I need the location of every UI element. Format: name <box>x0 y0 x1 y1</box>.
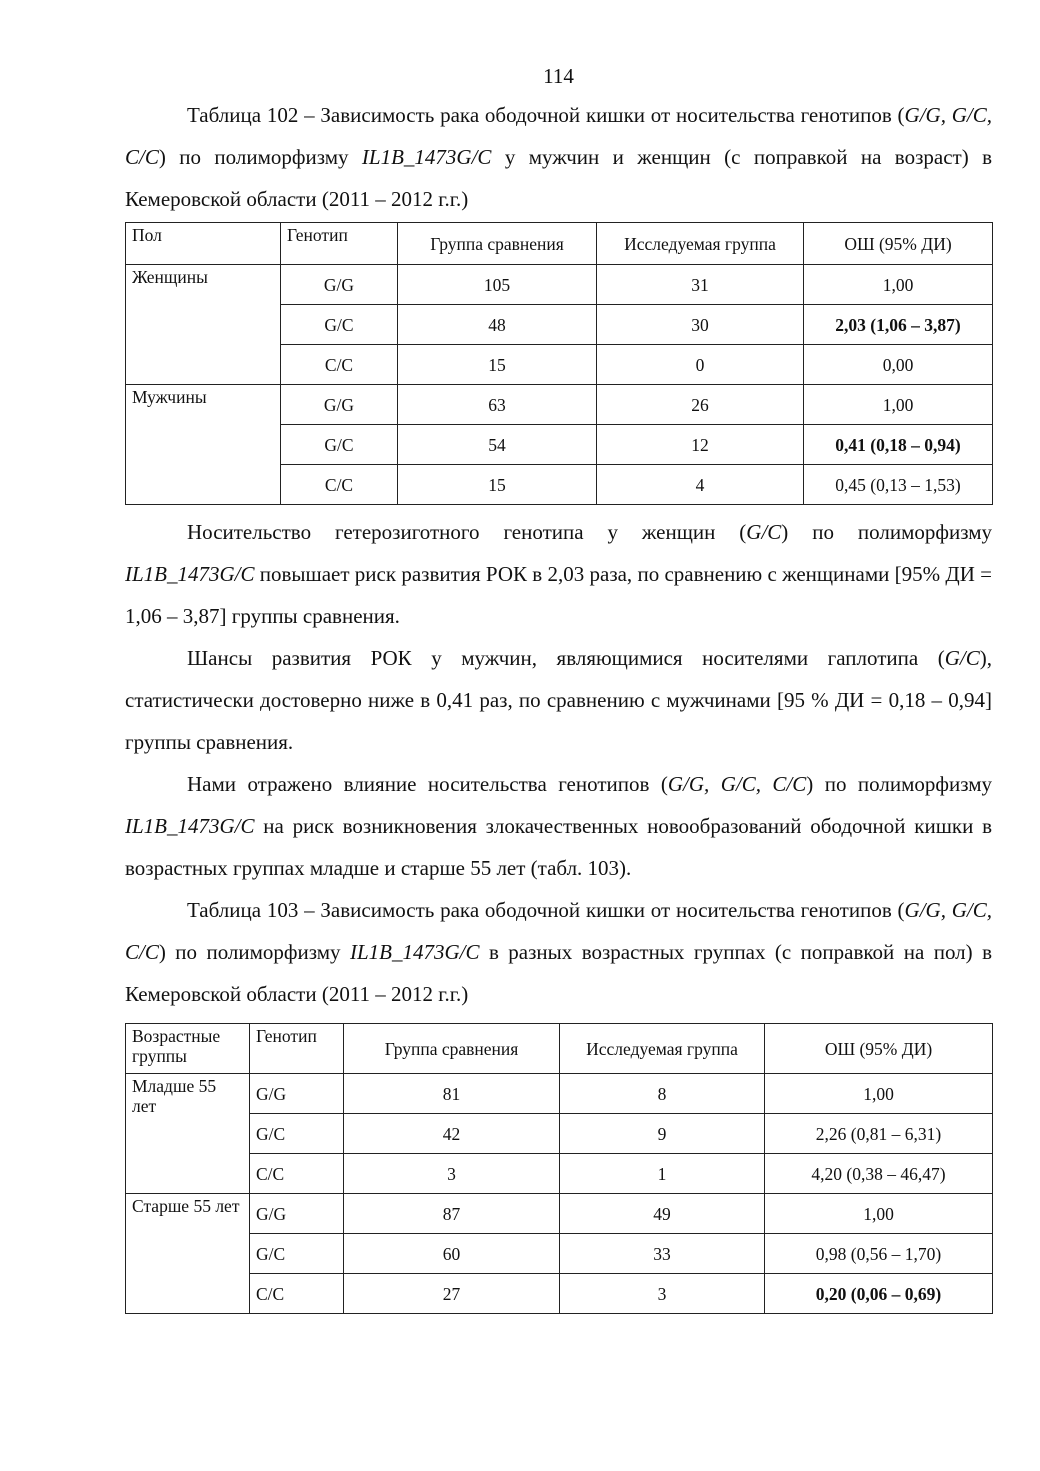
table-102 <box>125 222 993 505</box>
genotype-cell: G/C <box>250 1234 344 1274</box>
document-page <box>125 60 992 1314</box>
table-header-row <box>126 1024 993 1074</box>
table-row <box>126 1074 993 1114</box>
header-cell: Группа сравнения <box>344 1024 560 1074</box>
or-cell: 1,00 <box>804 385 993 425</box>
comparison-cell: 27 <box>344 1274 560 1314</box>
study-cell: 12 <box>597 425 804 465</box>
genotype-cell: G/G <box>250 1194 344 1234</box>
study-cell: 1 <box>560 1154 765 1194</box>
group-label: Женщины <box>126 265 281 385</box>
table-103 <box>125 1023 993 1314</box>
group-label: Старше 55 лет <box>126 1194 250 1314</box>
study-cell: 31 <box>597 265 804 305</box>
table-row <box>126 1154 993 1194</box>
comparison-cell: 63 <box>398 385 597 425</box>
genotype-cell: C/C <box>250 1154 344 1194</box>
study-cell: 8 <box>560 1074 765 1114</box>
table-header-row <box>126 223 993 265</box>
paragraph-women: Носительство гетерозиготного генотипа у женщин (G/C) по полиморфизму IL1B_1473G/C повышает риск развития РОК в 2,03 раза, по сравнению с женщинами [95% ДИ = 1,06 – 3,87] группы сравнения. <box>125 520 992 628</box>
study-cell: 49 <box>560 1194 765 1234</box>
comparison-cell: 81 <box>344 1074 560 1114</box>
comparison-cell: 15 <box>398 465 597 505</box>
study-cell: 0 <box>597 345 804 385</box>
genotype-cell: C/C <box>281 345 398 385</box>
page-number: 114 <box>543 64 574 88</box>
or-cell: 0,00 <box>804 345 993 385</box>
genotype-cell: G/C <box>281 305 398 345</box>
header-cell: ОШ (95% ДИ) <box>804 223 993 265</box>
table-row <box>126 385 993 425</box>
comparison-cell: 15 <box>398 345 597 385</box>
comparison-cell: 3 <box>344 1154 560 1194</box>
genotype-cell: G/G <box>281 265 398 305</box>
table-row <box>126 265 993 305</box>
group-label: Младше 55 лет <box>126 1074 250 1194</box>
study-cell: 3 <box>560 1274 765 1314</box>
table-103-caption: Таблица 103 – Зависимость рака ободочной кишки от носительства генотипов (G/G, G/C, C/C) по полиморфизму IL1B_1473G/C в разных возрастных группах (с поправкой на пол) в Кемеровской области (2011 – 2012 г.г.) <box>125 898 992 1006</box>
comparison-cell: 60 <box>344 1234 560 1274</box>
genotype-cell: G/G <box>250 1074 344 1114</box>
or-cell: 0,20 (0,06 – 0,69) <box>765 1274 993 1314</box>
study-cell: 4 <box>597 465 804 505</box>
header-cell: ОШ (95% ДИ) <box>765 1024 993 1074</box>
header-cell: Пол <box>126 223 281 265</box>
study-cell: 9 <box>560 1114 765 1154</box>
header-cell: Генотип <box>250 1024 344 1074</box>
or-cell: 2,26 (0,81 – 6,31) <box>765 1114 993 1154</box>
group-label: Мужчины <box>126 385 281 505</box>
or-cell: 0,41 (0,18 – 0,94) <box>804 425 993 465</box>
study-cell: 26 <box>597 385 804 425</box>
header-cell: Группа сравнения <box>398 223 597 265</box>
header-cell: Возрастные группы <box>126 1024 250 1074</box>
paragraph-men: Шансы развития РОК у мужчин, являющимися носителями гаплотипа (G/C), статистически достоверно ниже в 0,41 раз, по сравнению с мужчинами [95 % ДИ = 0,18 – 0,94] группы сравнения. <box>125 646 992 754</box>
or-cell: 0,98 (0,56 – 1,70) <box>765 1234 993 1274</box>
or-cell: 1,00 <box>765 1074 993 1114</box>
table-102-caption: Таблица 102 – Зависимость рака ободочной кишки от носительства генотипов (G/G, G/C, C/C) по полиморфизму IL1B_1473G/C у мужчин и женщин (с поправкой на возраст) в Кемеровской области (2011 – 2012 г.г.) <box>125 103 993 211</box>
study-cell: 33 <box>560 1234 765 1274</box>
comparison-cell: 87 <box>344 1194 560 1234</box>
header-cell: Генотип <box>281 223 398 265</box>
or-cell: 0,45 (0,13 – 1,53) <box>804 465 993 505</box>
genotype-cell: C/C <box>250 1274 344 1314</box>
header-cell: Исследуемая группа <box>597 223 804 265</box>
comparison-cell: 105 <box>398 265 597 305</box>
study-cell: 30 <box>597 305 804 345</box>
or-cell: 1,00 <box>804 265 993 305</box>
header-cell: Исследуемая группа <box>560 1024 765 1074</box>
or-cell: 2,03 (1,06 – 3,87) <box>804 305 993 345</box>
table-row <box>126 1114 993 1154</box>
genotype-cell: C/C <box>281 465 398 505</box>
table-row <box>126 1234 993 1274</box>
or-cell: 1,00 <box>765 1194 993 1234</box>
comparison-cell: 54 <box>398 425 597 465</box>
genotype-cell: G/G <box>281 385 398 425</box>
comparison-cell: 42 <box>344 1114 560 1154</box>
or-cell: 4,20 (0,38 – 46,47) <box>765 1154 993 1194</box>
table-row <box>126 1274 993 1314</box>
table-row <box>126 1194 993 1234</box>
genotype-cell: G/C <box>281 425 398 465</box>
comparison-cell: 48 <box>398 305 597 345</box>
genotype-cell: G/C <box>250 1114 344 1154</box>
paragraph-age-groups: Нами отражено влияние носительства генотипов (G/G, G/C, C/C) по полиморфизму IL1B_1473G/C на риск возникновения злокачественных новообразований ободочной кишки в возрастных группах младше и старше 55 лет (табл. 103). <box>125 772 992 880</box>
